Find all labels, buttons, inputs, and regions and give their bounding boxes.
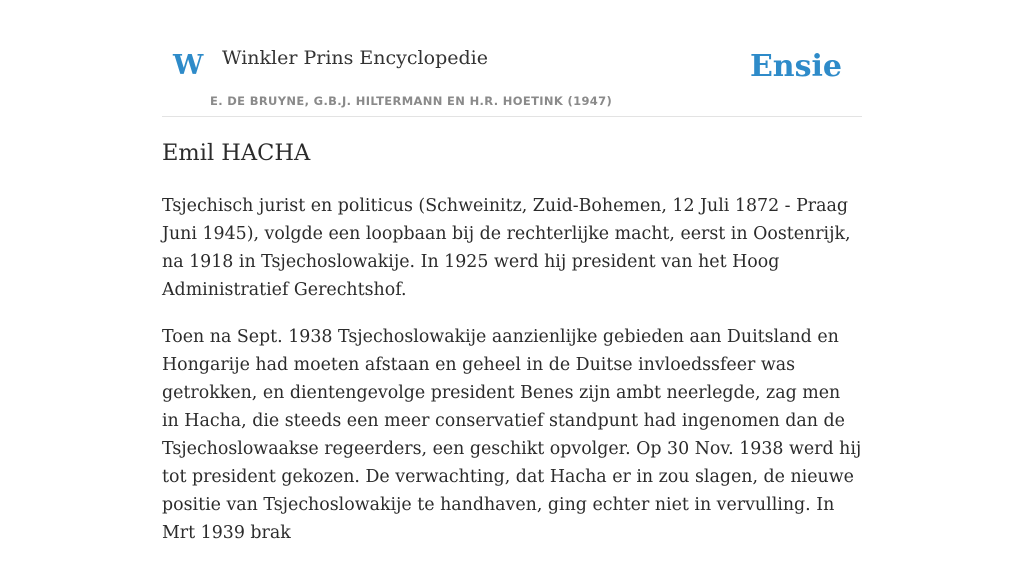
article-paragraph: Tsjechisch jurist en politicus (Schweinitz, Zuid-Bohemen, 12 Juli 1872 - Praag Juni 1945), volgde een loopbaan bij de rechterlijke macht, eerst in Oostenrijk, na 1918 in Tsjechoslowakije. In 1925 werd hij president van het Hoog Administratief Gerechtshof. xyxy=(162,196,851,300)
article-title: Emil HACHA xyxy=(162,140,311,166)
encyclopedia-title[interactable]: Winkler Prins Encyclopedie xyxy=(222,47,488,69)
ensie-brand-link[interactable]: Ensie xyxy=(749,49,842,84)
encyclopedia-authors: E. DE BRUYNE, G.B.J. HILTERMANN EN H.R. HOETINK (1947) xyxy=(210,94,613,108)
article-body xyxy=(162,192,862,566)
article-paragraph: Toen na Sept. 1938 Tsjechoslowakije aanzienlijke gebieden aan Duitsland en Hongarije had moeten afstaan en geheel in de Duitse invloedssfeer was getrokken, en dientengevolge president Benes zijn ambt neerlegde, zag men in Hacha, die steeds een meer conservatief standpunt had ingenomen dan de Tsjechoslowaakse regeerders, een geschikt opvolger. Op 30 Nov. 1938 werd hij tot president gekozen. De verwachting, dat Hacha er in zou slagen, de nieuwe positie van Tsjechoslowakije te handhaven, ging echter niet in vervulling. In Mrt 1939 brak xyxy=(162,327,862,543)
site-header xyxy=(162,30,862,117)
winkler-prins-logo[interactable]: W xyxy=(173,50,204,81)
